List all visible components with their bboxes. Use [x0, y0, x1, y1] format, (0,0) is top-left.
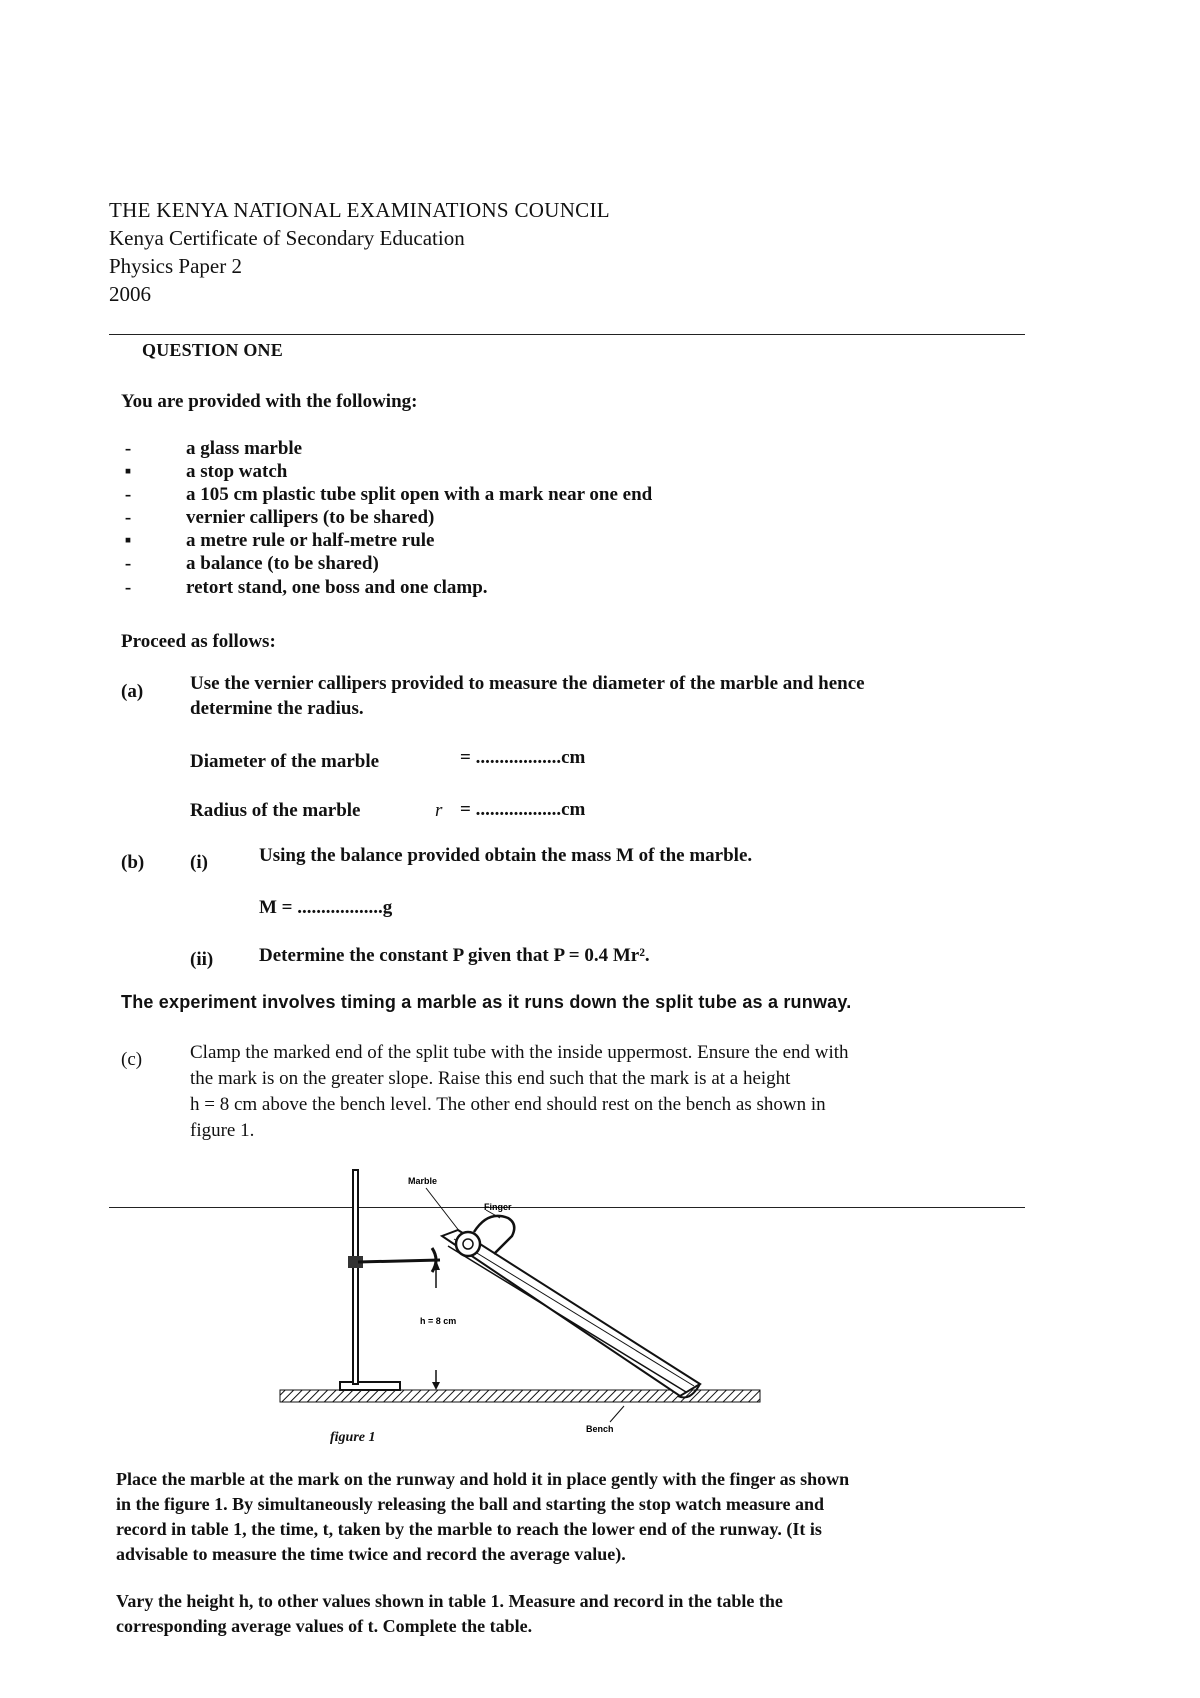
diameter-answer-line: = ..................cm	[460, 747, 586, 768]
stand-base	[340, 1382, 400, 1390]
list-item-text: a glass marble	[186, 438, 303, 459]
part-c-line1: Clamp the marked end of the split tube with the inside uppermost. Ensure the end with	[190, 1042, 849, 1063]
paper-title: Physics Paper 2	[109, 254, 242, 278]
list-item-text: a 105 cm plastic tube split open with a mark near one end	[186, 484, 653, 505]
part-a-text-line2: determine the radius.	[190, 698, 364, 719]
part-c-line4: figure 1.	[190, 1120, 255, 1141]
list-item-text: vernier callipers (to be shared)	[186, 507, 435, 528]
experiment-statement: The experiment involves timing a marble as it runs down the split tube as a runway.	[121, 992, 852, 1012]
header-divider	[109, 334, 1025, 335]
instructions-p1-line2: in the figure 1. By simultaneously releasing the ball and starting the stop watch measure and	[116, 1494, 825, 1514]
marble	[456, 1232, 480, 1256]
part-b-ii-text: Determine the constant P given that P = 0.4 Mr².	[259, 945, 650, 966]
list-item-text: a balance (to be shared)	[186, 553, 379, 574]
list-item-text: a metre rule or half-metre rule	[186, 530, 435, 551]
instructions-p2-line2: corresponding average values of t. Complete the table.	[116, 1616, 533, 1636]
radius-answer-line: = ..................cm	[460, 799, 586, 820]
list-marker: -	[124, 438, 132, 459]
part-b-ii-label: (ii)	[190, 949, 214, 970]
part-c-line3: h = 8 cm above the bench level. The other end should rest on the bench as shown in	[190, 1094, 826, 1115]
radius-symbol: r	[435, 800, 443, 821]
mass-answer-line: M = ..................g	[259, 897, 393, 918]
list-marker: -	[124, 553, 132, 574]
instructions-p1-line4: advisable to measure the time twice and record the average value).	[116, 1544, 626, 1564]
proceed-heading: Proceed as follows:	[121, 631, 276, 652]
clamp-arm	[358, 1260, 440, 1262]
stand-rod	[353, 1170, 358, 1384]
part-c-label: (c)	[121, 1049, 143, 1070]
provided-intro: You are provided with the following:	[121, 391, 418, 412]
part-a-text-line1: Use the vernier callipers provided to measure the diameter of the marble and hence	[190, 673, 865, 694]
question-title: QUESTION ONE	[142, 340, 283, 360]
marble-label: Marble	[408, 1176, 438, 1186]
list-marker: -	[124, 577, 132, 598]
bench-label: Bench	[586, 1424, 614, 1434]
part-c-line2: the mark is on the greater slope. Raise this end such that the mark is at a height	[190, 1068, 791, 1089]
part-a-label: (a)	[121, 681, 144, 702]
diameter-label: Diameter of the marble	[190, 751, 380, 772]
instructions-p1-line1: Place the marble at the mark on the runway and hold it in place gently with the finger as shown	[116, 1469, 850, 1489]
radius-label: Radius of the marble	[190, 800, 361, 821]
instructions-p1-line3: record in table 1, the time, t, taken by the marble to reach the lower end of the runway. (It is	[116, 1519, 822, 1539]
list-marker: ▪	[124, 530, 132, 551]
list-marker: -	[124, 507, 132, 528]
list-item-text: retort stand, one boss and one clamp.	[186, 577, 488, 598]
part-b-label: (b)	[121, 852, 145, 873]
apparatus-figure	[260, 1160, 780, 1440]
part-b-i-text: Using the balance provided obtain the mass M of the marble.	[259, 845, 753, 866]
exam-year: 2006	[109, 282, 151, 306]
instructions-p2-line1: Vary the height h, to other values shown in table 1. Measure and record in the table the	[116, 1591, 783, 1611]
list-marker: ▪	[124, 461, 132, 482]
certificate-title: Kenya Certificate of Secondary Education	[109, 226, 465, 250]
height-label: h = 8 cm	[420, 1316, 457, 1326]
figure-caption: figure 1	[330, 1430, 376, 1445]
finger-label: Finger	[484, 1202, 512, 1212]
part-b-i-label: (i)	[190, 852, 208, 873]
list-item-text: a stop watch	[186, 461, 288, 482]
list-marker: -	[124, 484, 132, 505]
council-title: THE KENYA NATIONAL EXAMINATIONS COUNCIL	[109, 198, 610, 222]
